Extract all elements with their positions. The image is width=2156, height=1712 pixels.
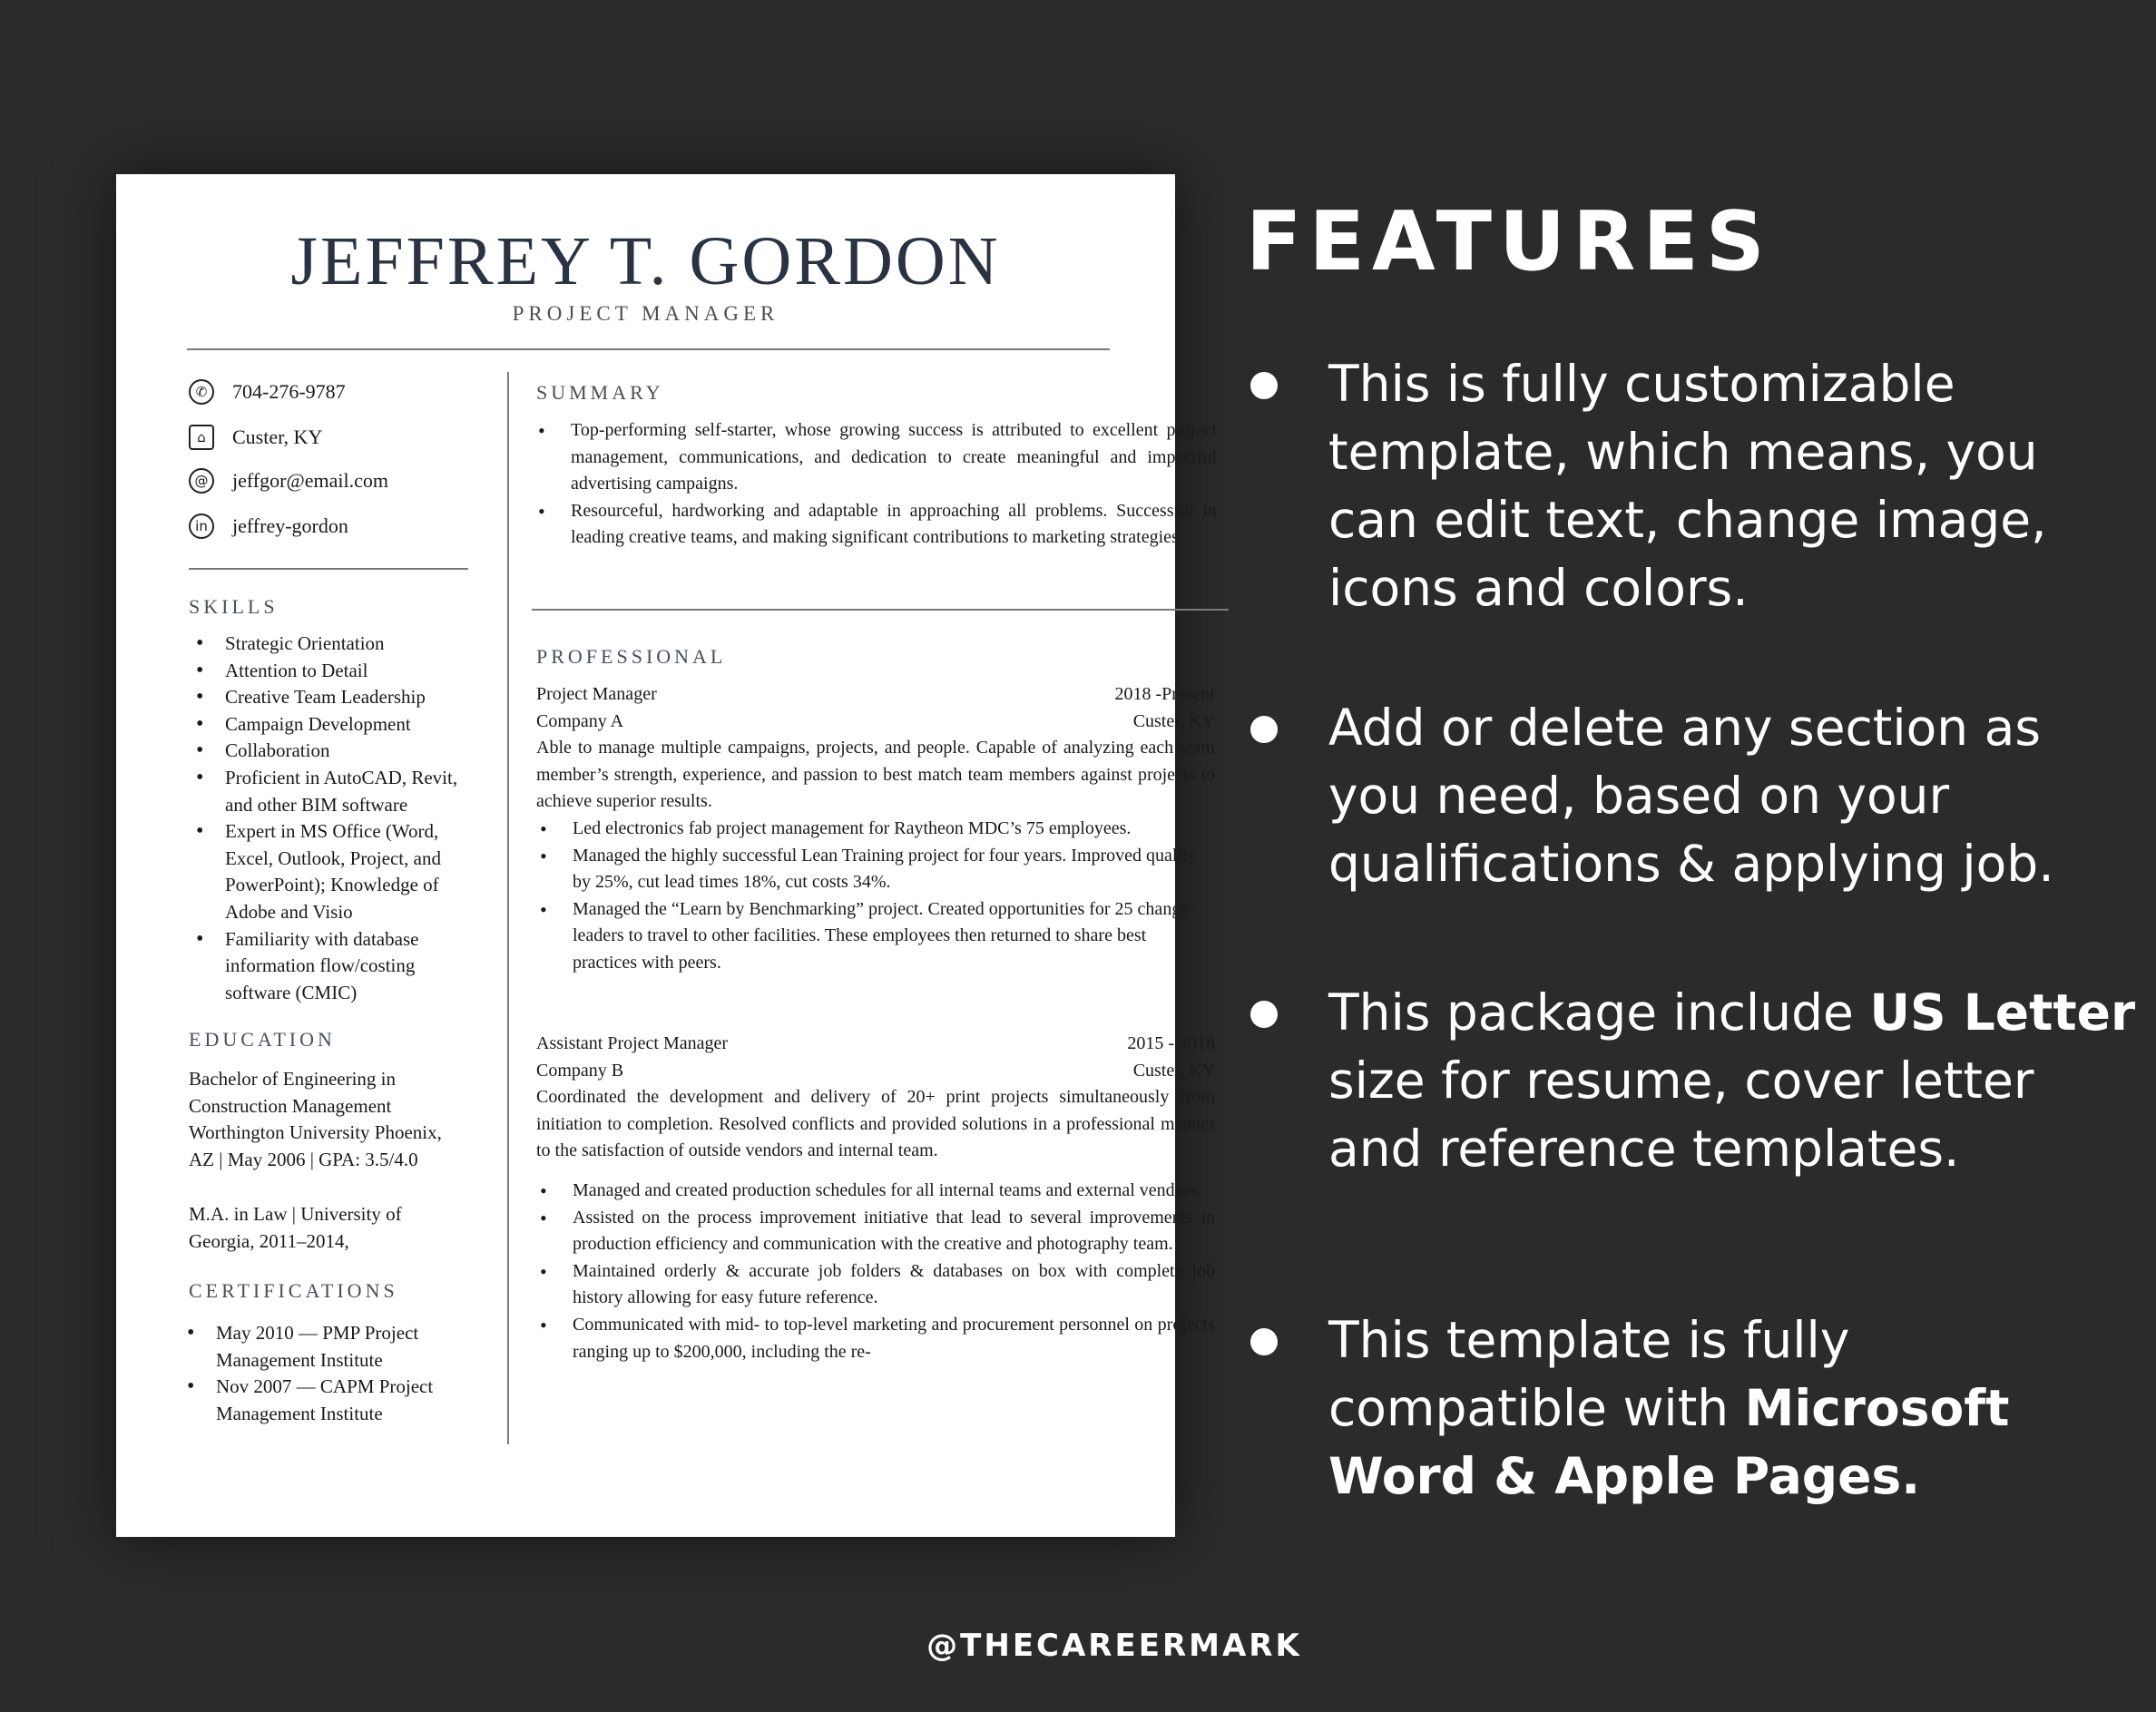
job-location: Custer, KY: [1132, 710, 1215, 731]
resume-role: PROJECT MANAGER: [512, 302, 779, 325]
certifications-heading: CERTIFICATIONS: [189, 1279, 398, 1302]
professional-heading: PROFESSIONAL: [536, 645, 727, 668]
contact-email: @ jeffgor@email.com: [189, 467, 388, 494]
feature-text: This is fully customizable template, which means, you can edit text, change image, icons and colors.: [1328, 355, 2047, 617]
job-position: Project Manager: [536, 684, 657, 704]
brand-handle: @THECAREERMARK: [926, 1628, 1302, 1664]
bullet-dot: [1250, 372, 1278, 399]
header-divider: [187, 348, 1110, 350]
job-description: Coordinated the development and delivery of 20+ print projects simultaneously from initiation to completion. Resolved conflicts and provided solutions in a professional manner to the satisfaction of outside vendors and internal team.: [536, 1087, 1215, 1161]
bullet-dot: [1250, 1001, 1278, 1028]
feature-text: This template is fully compatible with Microsoft Word & Apple Pages.: [1328, 1311, 2010, 1505]
feature-text: Add or delete any section as you need, based on your qualifications & applying job.: [1328, 699, 2054, 893]
job-location: Custer, KY: [1132, 1060, 1215, 1081]
summary-section: [534, 417, 1217, 552]
resume-name: JEFFREY T. GORDON: [290, 223, 1001, 299]
skill-item: • Collaboration: [189, 738, 479, 765]
certifications-list: [180, 1320, 470, 1427]
education-entry: Bachelor of Engineering in Construction Management Worthington University Phoenix, AZ | May 2006 | GPA: 3.5/4.0: [189, 1068, 442, 1170]
job-dates: 2018 -Present: [1114, 684, 1215, 704]
certification-item: • May 2010 — PMP Project Management Institute: [180, 1320, 470, 1374]
column-divider: [507, 372, 509, 1444]
contact-divider: [189, 568, 468, 570]
job-position: Assistant Project Manager: [536, 1033, 729, 1053]
job-description: Able to manage multiple campaigns, projects, and people. Capable of analyzing each team member’s strength, experience, and passion to best match team members against projects to achieve superior results.: [536, 738, 1215, 812]
certification-item: • Nov 2007 — CAPM Project Management Institute: [180, 1374, 470, 1427]
education-heading: EDUCATION: [189, 1028, 336, 1051]
bullet-dot: [1250, 1328, 1278, 1355]
features-title: FEATURES: [1246, 194, 1772, 289]
job-company: Company A: [536, 710, 624, 731]
skill-item: • Expert in MS Office (Word, Excel, Outlook, Project, and PowerPoint); Knowledge of Adobe and Visio: [189, 818, 479, 925]
summary-heading: SUMMARY: [536, 381, 664, 404]
at-icon: @: [189, 468, 214, 494]
contact-linkedin: in jeffrey-gordon: [189, 513, 348, 539]
skill-item: • Proficient in AutoCAD, Revit, and other BIM software: [189, 765, 479, 818]
bullet-dot: [1250, 716, 1278, 743]
skill-item: • Creative Team Leadership: [189, 684, 479, 711]
job-bullet: • Managed the highly successful Lean Training project for four years. Improved quality by 25%, cut lead times 18%, cut costs 34%.: [536, 843, 1215, 896]
skill-item: • Campaign Development: [189, 711, 479, 739]
job-bullet: • Communicated with mid- to top-level marketing and procurement personnel on projects ranging up to $200,000, including the re-: [536, 1312, 1215, 1365]
resume-preview: [116, 174, 1217, 1537]
skill-item: • Strategic Orientation: [189, 631, 479, 658]
skills-list: [189, 631, 479, 1006]
job-company: Company B: [536, 1060, 624, 1081]
job-bullet: • Assisted on the process improvement initiative that lead to several improvements in production efficiency and communication with the creative and photography team.: [536, 1205, 1215, 1258]
summary-item: • Top-performing self-starter, whose growing success is attributed to excellent project management, communications, and dedication to create meaningful and impactful advertising campaigns.: [534, 417, 1217, 498]
phone-icon: ✆: [189, 379, 214, 405]
education-entry: M.A. in Law | University of Georgia, 2011–2014,: [189, 1203, 402, 1252]
contact-location: ⌂ Custer, KY: [189, 424, 322, 450]
summary-item: • Resourceful, hardworking and adaptable in approaching all problems. Successful in leading creative teams, and making significant contributions to marketing strategies.: [534, 498, 1217, 552]
home-icon: ⌂: [189, 425, 214, 450]
linkedin-icon: in: [189, 514, 214, 539]
job-entry: [536, 681, 1215, 977]
skills-heading: SKILLS: [189, 595, 279, 618]
summary-divider: [532, 609, 1229, 611]
job-bullet: • Maintained orderly & accurate job folders & databases on box with complete job history allowing for easy future reference.: [536, 1258, 1215, 1312]
job-bullet: • Managed the “Learn by Benchmarking” project. Created opportunities for 25 change-leaders to travel to other facilities. These employees then returned to share best practices with peers.: [536, 896, 1215, 977]
skill-item: • Attention to Detail: [189, 658, 479, 685]
contact-phone: ✆ 704-276-9787: [189, 378, 346, 405]
feature-text: This package include US Letter size for resume, cover letter and reference templates.: [1328, 983, 2136, 1178]
job-dates: 2015 - 2018: [1127, 1033, 1215, 1053]
job-entry: [536, 1031, 1215, 1439]
job-bullet: • Led electronics fab project management for Raytheon MDC’s 75 employees.: [536, 816, 1215, 843]
job-bullet: • Managed and created production schedules for all internal teams and external vendors.: [536, 1178, 1215, 1205]
skill-item: • Familiarity with database information flow/costing software (CMIC): [189, 926, 479, 1007]
